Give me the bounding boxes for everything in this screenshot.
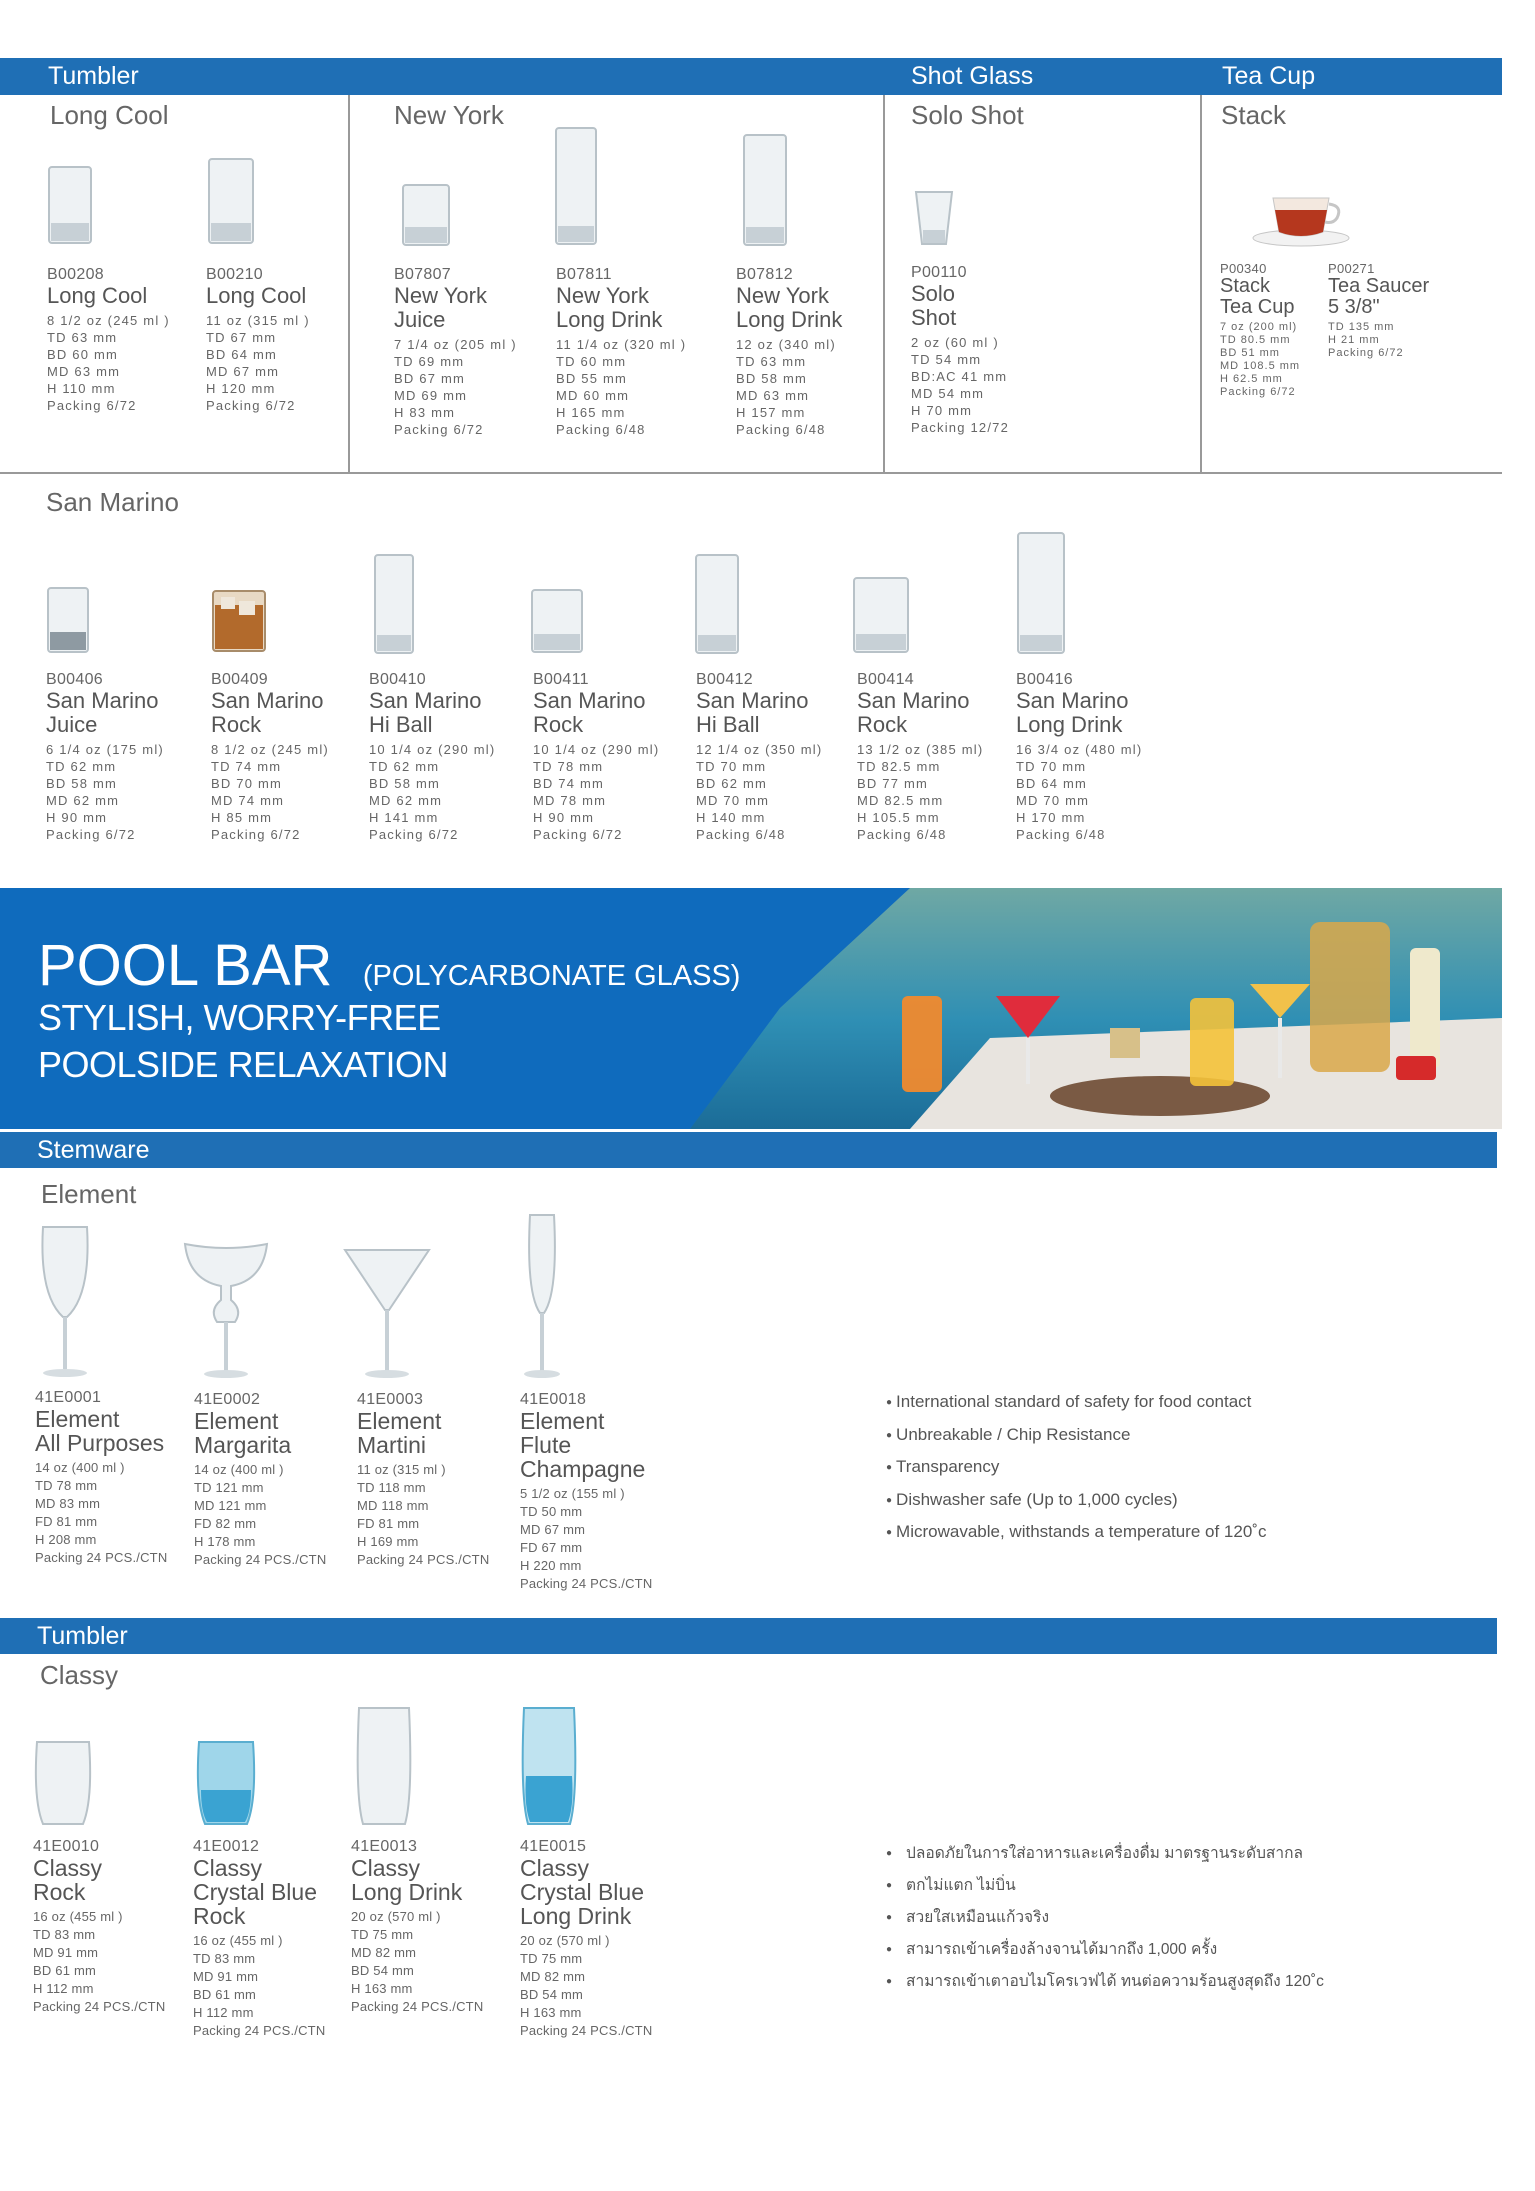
product-B00208	[47, 266, 170, 414]
series-title-classy: Classy	[40, 1660, 119, 1690]
spec: MD 91 mm	[33, 1945, 99, 1960]
series-title-san-marino: San Marino	[46, 487, 179, 517]
spec: 11 oz (315 ml )	[206, 313, 310, 328]
spec: Packing 24 PCS./CTN	[35, 1550, 168, 1565]
spec: TD 70 mm	[1016, 759, 1087, 774]
spec: H 21 mm	[1328, 334, 1380, 346]
product-name: Martini	[357, 1432, 427, 1458]
feature-item: ● สวยใสเหมือนแก้วจริง	[886, 1903, 1324, 1935]
divider	[1200, 95, 1202, 473]
series-title-long-cool: Long Cool	[50, 100, 169, 130]
spec: 14 oz (400 ml )	[194, 1462, 284, 1477]
product-code: 41E0003	[357, 1391, 424, 1408]
product-code: B00412	[696, 671, 753, 688]
spec: TD 80.5 mm	[1220, 334, 1291, 346]
product-code: B07811	[556, 266, 612, 283]
spec: 2 oz (60 ml )	[911, 335, 999, 350]
series-title-element: Element	[41, 1179, 137, 1209]
martini-glass-image	[343, 1248, 431, 1380]
spec: Packing 6/72	[1220, 386, 1296, 398]
spec: H 163 mm	[351, 1981, 413, 1996]
spec: TD 78 mm	[35, 1478, 98, 1493]
product-P00340	[1220, 261, 1300, 399]
product-code: B00414	[857, 671, 914, 688]
features-list-th	[886, 1839, 1324, 1999]
glass-image	[852, 576, 910, 654]
glass-image	[401, 183, 451, 247]
spec: 12 oz (340 ml)	[736, 337, 836, 352]
product-name: Long Drink	[520, 1903, 632, 1929]
feature-item: ● Dishwasher safe (Up to 1,000 cycles)	[886, 1485, 1266, 1518]
product-code: B00406	[46, 671, 103, 688]
spec: 5 1/2 oz (155 ml )	[520, 1486, 625, 1501]
spec: 10 1/4 oz (290 ml)	[369, 742, 496, 757]
glass-image	[530, 588, 584, 654]
product-code: B00409	[211, 671, 268, 688]
spec: MD 108.5 mm	[1220, 360, 1301, 372]
product-name: New York	[736, 283, 829, 308]
spec: MD 78 mm	[533, 793, 607, 808]
spec: TD 83 mm	[33, 1927, 96, 1942]
product-name: Classy	[520, 1855, 590, 1881]
feature-item: ● International standard of safety for food contact	[886, 1387, 1266, 1420]
spec: TD 121 mm	[194, 1480, 264, 1495]
banner-line-1: STYLISH, WORRY-FREE	[38, 997, 441, 1038]
blue-glass-image	[195, 1740, 257, 1826]
feature-item: ● ตกไม่แตก ไม่บิ่น	[886, 1871, 1324, 1903]
spec: 7 oz (200 ml)	[1220, 321, 1298, 333]
product-name: 5 3/8"	[1328, 296, 1380, 318]
spec: H 163 mm	[520, 2005, 582, 2020]
spec: TD 82.5 mm	[857, 759, 941, 774]
blue-glass-image	[520, 1706, 578, 1826]
glass-image	[1016, 531, 1066, 655]
spec: MD 70 mm	[1016, 793, 1090, 808]
product-name: Tea Saucer	[1328, 275, 1430, 297]
product-B07811	[556, 266, 686, 438]
feature-item: ● Microwavable, withstands a temperature of 120˚c	[886, 1517, 1266, 1550]
spec: H 112 mm	[193, 2005, 254, 2020]
product-name: Element	[520, 1408, 605, 1434]
product-name: Long Cool	[47, 283, 148, 308]
spec: Packing 24 PCS./CTN	[357, 1552, 490, 1567]
spec: TD 75 mm	[351, 1927, 414, 1942]
product-code: P00110	[911, 264, 967, 281]
spec: MD 67 mm	[520, 1522, 586, 1537]
spec: MD 82.5 mm	[857, 793, 944, 808]
shot-glass-image	[914, 190, 954, 246]
spec: Packing 24 PCS./CTN	[194, 1552, 327, 1567]
product-code: B00416	[1016, 671, 1073, 688]
feature-item: ● สามารถเข้าเตาอบไมโครเวฟได้ ทนต่อความร้อนสูงสุดถึง 120˚c	[886, 1967, 1324, 1999]
spec: H 90 mm	[46, 810, 108, 825]
product-code: B00411	[533, 671, 589, 688]
spec: Packing 6/72	[206, 398, 296, 413]
spec: H 165 mm	[556, 405, 626, 420]
product-P00110	[911, 264, 1009, 436]
spec: Packing 6/48	[1016, 827, 1106, 842]
product-name: Long Cool	[206, 283, 307, 308]
spec: H 140 mm	[696, 810, 766, 825]
spec: BD 61 mm	[193, 1987, 257, 2002]
product-41E0012	[193, 1838, 325, 2040]
product-B00410	[369, 671, 495, 843]
spec: 16 oz (455 ml )	[193, 1933, 283, 1948]
spec: BD 64 mm	[1016, 776, 1088, 791]
spec: MD 91 mm	[193, 1969, 259, 1984]
product-B00210	[206, 266, 310, 414]
spec: BD 51 mm	[1220, 347, 1280, 359]
product-name: Rock	[857, 712, 908, 737]
product-41E0003	[357, 1391, 489, 1569]
spec: MD 118 mm	[357, 1498, 429, 1513]
glass-image	[33, 1740, 93, 1826]
tumbler-section-title: Tumbler	[48, 62, 139, 90]
product-name: San Marino	[533, 688, 646, 713]
spec: MD 60 mm	[556, 388, 630, 403]
spec: MD 63 mm	[47, 364, 121, 379]
spec: 8 1/2 oz (245 ml )	[47, 313, 170, 328]
product-name: Long Drink	[736, 307, 843, 332]
spec: 11 1/4 oz (320 ml )	[556, 337, 687, 352]
spec: MD 67 mm	[206, 364, 280, 379]
spec: TD 62 mm	[46, 759, 117, 774]
product-code: B00210	[206, 266, 263, 283]
spec: TD 60 mm	[556, 354, 627, 369]
banner-title	[38, 932, 740, 999]
spec: H 62.5 mm	[1220, 373, 1283, 385]
series-title-new-york: New York	[394, 100, 504, 130]
spec: Packing 12/72	[911, 420, 1009, 435]
product-41E0001	[35, 1389, 167, 1567]
spec: H 70 mm	[911, 403, 973, 418]
spec: MD 54 mm	[911, 386, 985, 401]
spec: 20 oz (570 ml )	[520, 1933, 610, 1948]
spec: H 141 mm	[369, 810, 439, 825]
product-name: San Marino	[369, 688, 482, 713]
spec: BD 54 mm	[520, 1987, 584, 2002]
glass-image	[47, 165, 93, 245]
product-P00271	[1328, 261, 1429, 360]
product-code: 41E0018	[520, 1391, 587, 1408]
stemware-section-bar	[0, 1132, 1497, 1168]
spec: Packing 24 PCS./CTN	[520, 2023, 653, 2038]
spec: MD 82 mm	[351, 1945, 417, 1960]
product-name: Hi Ball	[696, 712, 760, 737]
spec: Packing 6/72	[211, 827, 301, 842]
spec: FD 67 mm	[520, 1540, 583, 1555]
spec: Packing 24 PCS./CTN	[193, 2023, 326, 2038]
product-code: B00208	[47, 266, 104, 283]
spec: Packing 6/48	[736, 422, 826, 437]
spec: MD 82 mm	[520, 1969, 586, 1984]
spec: H 208 mm	[35, 1532, 97, 1547]
product-name: Margarita	[194, 1432, 292, 1458]
spec: 16 oz (455 ml )	[33, 1909, 123, 1924]
product-code: 41E0001	[35, 1389, 102, 1406]
product-B07807	[394, 266, 517, 438]
margarita-glass-image	[183, 1240, 269, 1380]
spec: 8 1/2 oz (245 ml)	[211, 742, 329, 757]
spec: MD 74 mm	[211, 793, 285, 808]
product-B00412	[696, 671, 822, 843]
spec: Packing 24 PCS./CTN	[33, 1999, 166, 2014]
product-code: 41E0015	[520, 1838, 587, 1855]
spec: BD 62 mm	[696, 776, 768, 791]
product-name: Rock	[193, 1903, 246, 1929]
spec: Packing 6/48	[556, 422, 646, 437]
spec: Packing 6/48	[857, 827, 947, 842]
product-name: New York	[394, 283, 487, 308]
spec: H 110 mm	[47, 381, 116, 396]
product-name: San Marino	[211, 688, 324, 713]
glass-image	[742, 133, 788, 247]
spec: BD 64 mm	[206, 347, 278, 362]
pool-drinks-photo	[690, 888, 1502, 1129]
spec: TD 63 mm	[47, 330, 118, 345]
series-title-stack: Stack	[1221, 100, 1287, 130]
product-B00414	[857, 671, 983, 843]
spec: TD 83 mm	[193, 1951, 256, 1966]
product-name: Long Drink	[556, 307, 663, 332]
product-code: 41E0002	[194, 1391, 261, 1408]
spec: Packing 6/72	[369, 827, 459, 842]
spec: MD 70 mm	[696, 793, 770, 808]
spec: TD 69 mm	[394, 354, 465, 369]
product-41E0015	[520, 1838, 652, 2040]
spec: TD 63 mm	[736, 354, 807, 369]
spec: Packing 6/72	[533, 827, 623, 842]
spec: MD 69 mm	[394, 388, 468, 403]
pool-bar-banner	[0, 888, 1502, 1129]
tumbler-classy-section-title: Tumbler	[37, 1622, 128, 1650]
divider	[348, 95, 350, 473]
spec: 10 1/4 oz (290 ml)	[533, 742, 660, 757]
product-41E0002	[194, 1391, 326, 1569]
product-B00411	[533, 671, 659, 843]
product-name: Long Drink	[1016, 712, 1123, 737]
product-B07812	[736, 266, 842, 438]
stemware-section-title: Stemware	[37, 1136, 150, 1164]
banner-title-main: POOL BAR	[38, 933, 333, 998]
spec: BD 70 mm	[211, 776, 283, 791]
glass-image	[554, 126, 598, 246]
product-name: New York	[556, 283, 649, 308]
product-name: Rock	[211, 712, 262, 737]
spec: BD 61 mm	[33, 1963, 97, 1978]
spec: MD 62 mm	[369, 793, 443, 808]
spec: TD 118 mm	[357, 1480, 426, 1495]
product-B00416	[1016, 671, 1142, 843]
spec: H 178 mm	[194, 1534, 256, 1549]
product-name: San Marino	[857, 688, 970, 713]
spec: 20 oz (570 ml )	[351, 1909, 441, 1924]
product-name: Rock	[533, 712, 584, 737]
product-code: 41E0010	[33, 1838, 100, 1855]
product-41E0018	[520, 1391, 652, 1593]
spec: 12 1/4 oz (350 ml)	[696, 742, 823, 757]
spec: H 170 mm	[1016, 810, 1086, 825]
feature-item: ● ปลอดภัยในการใส่อาหารและเครื่องดื่ม มาตรฐานระดับสากล	[886, 1839, 1324, 1871]
spec: TD 67 mm	[206, 330, 277, 345]
spec: H 120 mm	[206, 381, 276, 396]
spec: BD 58 mm	[46, 776, 118, 791]
spec: TD 54 mm	[911, 352, 982, 367]
feature-item: ● สามารถเข้าเครื่องล้างจานได้มากถึง 1,000 ครั้ง	[886, 1935, 1324, 1967]
spec: Packing 6/72	[394, 422, 484, 437]
spec: TD 70 mm	[696, 759, 767, 774]
spec: BD 54 mm	[351, 1963, 415, 1978]
spec: Packing 6/72	[1328, 347, 1404, 359]
glass-with-ice-image	[211, 589, 267, 653]
spec: TD 75 mm	[520, 1951, 583, 1966]
spec: TD 62 mm	[369, 759, 440, 774]
spec: H 112 mm	[33, 1981, 94, 1996]
product-name: Shot	[911, 305, 957, 330]
product-name: Juice	[46, 712, 98, 737]
spec: H 169 mm	[357, 1534, 419, 1549]
tea-cup-section-title: Tea Cup	[1222, 62, 1316, 90]
spec: BD 67 mm	[394, 371, 466, 386]
product-name: Long Drink	[351, 1879, 463, 1905]
product-name: Juice	[394, 307, 446, 332]
banner-line-2: POOLSIDE RELAXATION	[38, 1044, 448, 1085]
product-code: 41E0012	[193, 1838, 260, 1855]
spec: H 90 mm	[533, 810, 595, 825]
spec: H 157 mm	[736, 405, 806, 420]
spec: BD 58 mm	[736, 371, 808, 386]
spec: TD 135 mm	[1328, 321, 1395, 333]
product-name: Stack	[1220, 275, 1271, 297]
spec: MD 62 mm	[46, 793, 120, 808]
spec: TD 50 mm	[520, 1504, 583, 1519]
product-name: San Marino	[46, 688, 159, 713]
product-B00409	[211, 671, 329, 843]
product-name: Classy	[33, 1855, 103, 1881]
product-41E0013	[351, 1838, 483, 2016]
series-title-solo-shot: Solo Shot	[911, 100, 1024, 130]
spec: Packing 24 PCS./CTN	[520, 1576, 653, 1591]
spec: BD:AC 41 mm	[911, 369, 1008, 384]
spec: Packing 6/72	[47, 398, 137, 413]
spec: BD 55 mm	[556, 371, 628, 386]
product-name: Crystal Blue	[520, 1879, 644, 1905]
spec: Packing 6/72	[46, 827, 136, 842]
feature-item: ● Unbreakable / Chip Resistance	[886, 1420, 1266, 1453]
spec: 6 1/4 oz (175 ml)	[46, 742, 164, 757]
product-name: Hi Ball	[369, 712, 433, 737]
spec: MD 121 mm	[194, 1498, 267, 1513]
spec: TD 78 mm	[533, 759, 604, 774]
product-name: San Marino	[1016, 688, 1129, 713]
product-code: B00410	[369, 671, 426, 688]
product-code: B07812	[736, 266, 793, 283]
product-name: Flute	[520, 1432, 572, 1458]
spec: H 85 mm	[211, 810, 273, 825]
product-name: Tea Cup	[1220, 296, 1295, 318]
product-code: P00271	[1328, 261, 1375, 276]
tumbler-classy-section-bar	[0, 1618, 1497, 1654]
product-name: Crystal Blue	[193, 1879, 317, 1905]
product-B00406	[46, 671, 164, 843]
product-name: Element	[357, 1408, 442, 1434]
spec: H 83 mm	[394, 405, 456, 420]
product-41E0010	[33, 1838, 165, 2016]
product-name: San Marino	[696, 688, 809, 713]
divider	[883, 95, 885, 473]
spec: 16 3/4 oz (480 ml)	[1016, 742, 1143, 757]
spec: BD 58 mm	[369, 776, 441, 791]
tumbler-section-bar	[0, 58, 1502, 95]
spec: 7 1/4 oz (205 ml )	[394, 337, 517, 352]
divider	[0, 472, 1502, 474]
glass-image	[694, 553, 740, 655]
spec: FD 81 mm	[35, 1514, 98, 1529]
wine-glass-image	[37, 1225, 93, 1379]
product-code: P00340	[1220, 261, 1267, 276]
banner-subtitle: (POLYCARBONATE GLASS)	[362, 960, 741, 992]
spec: MD 63 mm	[736, 388, 810, 403]
product-name: Solo	[911, 281, 956, 306]
product-code: 41E0013	[351, 1838, 418, 1855]
spec: BD 77 mm	[857, 776, 929, 791]
spec: 13 1/2 oz (385 ml)	[857, 742, 984, 757]
spec: H 220 mm	[520, 1558, 582, 1573]
features-list-en	[886, 1387, 1266, 1550]
spec: 11 oz (315 ml )	[357, 1462, 446, 1477]
glass-image	[207, 157, 255, 245]
product-name: Classy	[351, 1855, 421, 1881]
product-name: Element	[35, 1406, 120, 1432]
spec: BD 74 mm	[533, 776, 605, 791]
feature-item: ● Transparency	[886, 1452, 1266, 1485]
spec: Packing 6/48	[696, 827, 786, 842]
product-name: Rock	[33, 1879, 86, 1905]
glass-image	[46, 586, 90, 654]
spec: FD 82 mm	[194, 1516, 257, 1531]
flute-glass-image	[520, 1213, 564, 1381]
spec: TD 74 mm	[211, 759, 282, 774]
spec: BD 60 mm	[47, 347, 119, 362]
product-name: All Purposes	[35, 1430, 165, 1456]
spec: H 105.5 mm	[857, 810, 940, 825]
glass-image	[355, 1706, 413, 1826]
tea-cup-image	[1251, 192, 1351, 248]
product-name: Champagne	[520, 1456, 646, 1482]
spec: MD 83 mm	[35, 1496, 101, 1511]
spec: Packing 24 PCS./CTN	[351, 1999, 484, 2014]
spec: 14 oz (400 ml )	[35, 1460, 125, 1475]
product-code: B07807	[394, 266, 451, 283]
glass-image	[373, 553, 415, 655]
shot-glass-section-title: Shot Glass	[911, 62, 1034, 90]
product-name: Element	[194, 1408, 279, 1434]
product-name: Classy	[193, 1855, 263, 1881]
spec: FD 81 mm	[357, 1516, 420, 1531]
